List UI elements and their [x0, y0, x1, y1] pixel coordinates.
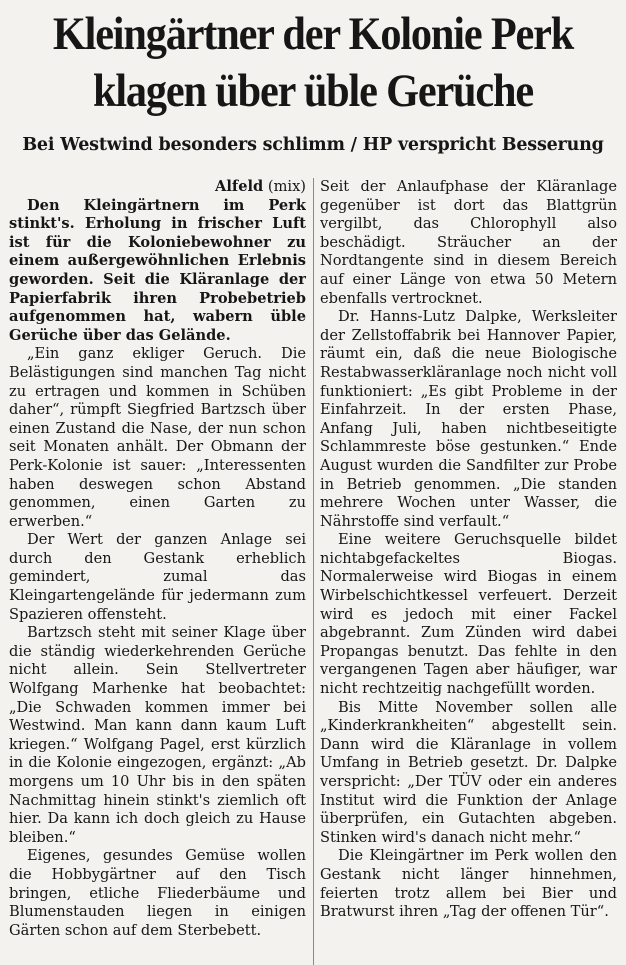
dateline-place: Alfeld: [215, 178, 264, 195]
subheadline: Bei Westwind besonders schlimm / HP verspricht Besserung: [22, 135, 604, 155]
paragraph: Seit der Anlaufphase der Kläranlage gegenüber ist dort das Blattgrün vergilbt, das Chlorophyll also beschädigt. Sträucher an der Nordtangente sind in diesem Bereich auf einer Länge von etwa 50 Metern ebenfalls vertrocknet.: [320, 178, 617, 307]
paragraph: „Ein ganz ekliger Geruch. Die Belästigungen sind manchen Tag nicht zu ertragen und kommen in Schüben daher“, rümpft Siegfried Bartzsch über einen Zustand die Nase, der nun schon seit Monaten anhält. Der Obmann der Perk-Kolonie ist sauer: „Interessenten haben deswegen schon Abstand genommen, einen Garten zu erwerben.“: [9, 345, 306, 530]
column-left: [9, 178, 306, 965]
lead-paragraph: Den Kleingärtnern im Perk stinkt's. Erholung in frischer Luft ist für die Koloniebewohner zu einem außergewöhnlichen Erlebnis geworden. Seit die Kläranlage der Papierfabrik ihren Probebetrieb aufgenommen hat, wabern üble Gerüche über das Gelände.: [9, 196, 306, 344]
headline-line-1: Kleingärtner der Kolonie Perk: [52, 8, 574, 60]
paragraph: Bartzsch steht mit seiner Klage über die ständig wiederkehrenden Gerüche nicht allein. Sein Stellvertreter Wolfgang Marhenke hat beobachtet: „Die Schwaden kommen immer bei Westwind. Man kann dann kaum Luft kriegen.“ Wolfgang Pagel, erst kürzlich in die Kolonie eingezogen, ergänzt: „Ab morgens um 10 Uhr bis in den späten Nachmittag hinein stinkt's ziemlich oft hier. Da kann ich doch gleich zu Hause bleiben.“: [9, 624, 306, 846]
paragraph: Dr. Hanns-Lutz Dalpke, Werksleiter der Zellstoffabrik bei Hannover Papier, räumt ein, daß die neue Biologische Restabwasserkläranlage noch nicht voll funktioniert: „Es gibt Probleme in der Einfahrzeit. In der ersten Phase, Anfang Juli, haben nichtbeseitigte Schlammreste böse gestunken.“ Ende August wurden die Sandfilter zur Probe in Betrieb genommen. „Die standen mehrere Wochen unter Wasser, die Nährstoffe sind verfault.“: [320, 308, 617, 530]
paragraph: Der Wert der ganzen Anlage sei durch den Gestank erheblich gemindert, zumal das Kleingartengelände für jedermann zum Spazieren offensteht.: [9, 531, 306, 623]
column-right: [320, 178, 617, 965]
paragraph: Eine weitere Geruchsquelle bildet nichtabgefackeltes Biogas. Normalerweise wird Biogas in einem Wirbelschichtkessel verfeuert. Derzeit wird es jedoch mit einer Fackel abgebrannt. Zum Zünden wird dabei Propangas benutzt. Das fehlte in den vergangenen Tagen aber häufiger, war nicht rechtzeitig nachgefüllt worden.: [320, 531, 617, 698]
paragraph: Die Kleingärtner im Perk wollen den Gestank nicht länger hinnehmen, feierten trotz allem bei Bier und Bratwurst ihren „Tag der offenen Tür“.: [320, 847, 617, 921]
dateline-agency: (mix): [267, 178, 306, 195]
paragraph: Bis Mitte November sollen alle „Kinderkrankheiten“ abgestellt sein. Dann wird die Kläranlage in vollem Umfang in Betrieb gesetzt. Dr. Dalpke verspricht: „Der TÜV oder ein anderes Institut wird die Funktion der Anlage überprüfen, ein Gutachten abgeben. Stinken wird's danach nicht mehr.“: [320, 698, 617, 846]
headline: [39, 6, 586, 120]
headline-line-2: klagen über üble Gerüche: [92, 65, 533, 117]
article-body: [9, 178, 617, 965]
paragraph: Eigenes, gesundes Gemüse wollen die Hobbygärtner auf den Tisch bringen, etliche Fliederbäume und Blumenstauden liegen in einigen Gärten schon auf dem Sterbebett.: [9, 847, 306, 939]
dateline: [9, 178, 306, 197]
